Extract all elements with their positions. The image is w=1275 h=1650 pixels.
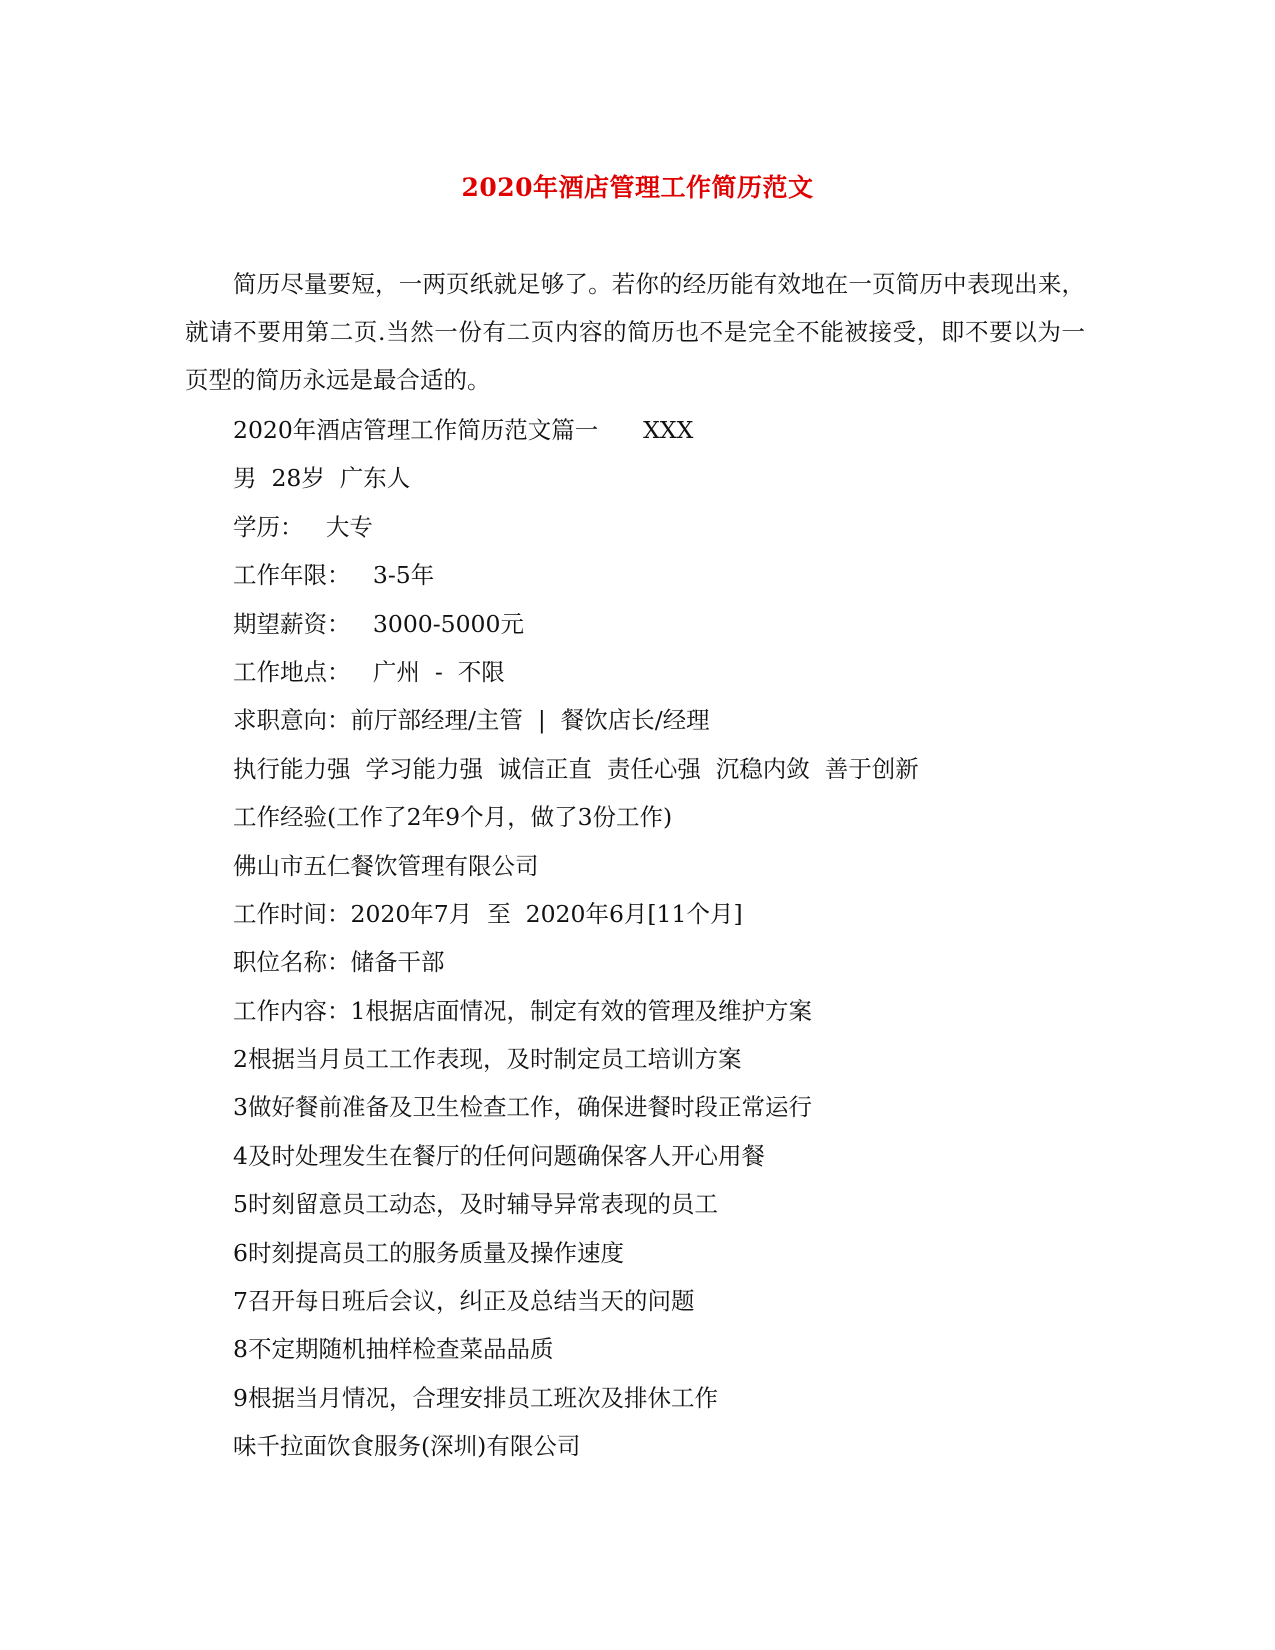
resume-line: 佛山市五仁餐饮管理有限公司 [233, 851, 539, 880]
resume-line: 工作经验(工作了2年9个月，做了3份工作) [233, 803, 673, 832]
resume-line: 2根据当月员工工作表现，及时制定员工培训方案 [233, 1045, 742, 1074]
resume-line: 味千拉面饮食服务(深圳)有限公司 [233, 1432, 581, 1461]
resume-line: 学历： 大专 [233, 512, 373, 541]
resume-line: 6时刻提高员工的服务质量及操作速度 [233, 1238, 624, 1267]
document-title: 2020年酒店管理工作简历范文 [461, 173, 814, 202]
resume-line: 职位名称：储备干部 [233, 948, 445, 977]
resume-line: 9根据当月情况，合理安排员工班次及排休工作 [233, 1383, 718, 1412]
resume-line: 工作内容：1根据店面情况，制定有效的管理及维护方案 [233, 996, 812, 1025]
resume-line: 工作年限： 3-5年 [233, 561, 435, 590]
resume-line: 期望薪资： 3000-5000元 [233, 609, 524, 638]
resume-line: 3做好餐前准备及卫生检查工作，确保进餐时段正常运行 [233, 1093, 812, 1122]
resume-line: 4及时处理发生在餐厅的任何问题确保客人开心用餐 [233, 1141, 765, 1170]
resume-line: 7召开每日班后会议，纠正及总结当天的问题 [233, 1287, 695, 1316]
resume-line: 工作时间：2020年7月 至 2020年6月[11个月] [233, 899, 743, 928]
resume-line: 执行能力强 学习能力强 诚信正直 责任心强 沉稳内敛 善于创新 [233, 754, 919, 783]
resume-line: 8不定期随机抽样检查菜品品质 [233, 1335, 554, 1364]
resume-lines [233, 406, 919, 1471]
resume-line: 求职意向：前厅部经理/主管 | 餐饮店长/经理 [233, 706, 710, 735]
resume-line: 2020年酒店管理工作简历范文篇一 XXX [233, 416, 694, 444]
resume-line: 男 28岁 广东人 [233, 464, 411, 493]
intro-paragraph: 简历尽量要短，一两页纸就足够了。若你的经历能有效地在一页简历中表现出来，就请不要用第二页.当然一份有二页内容的简历也不是完全不能被接受，即不要以为一页型的简历永远是最合适的。 [185, 270, 1085, 394]
resume-line: 工作地点： 广州 - 不限 [233, 657, 505, 686]
resume-line: 5时刻留意员工动态，及时辅导异常表现的员工 [233, 1190, 718, 1219]
